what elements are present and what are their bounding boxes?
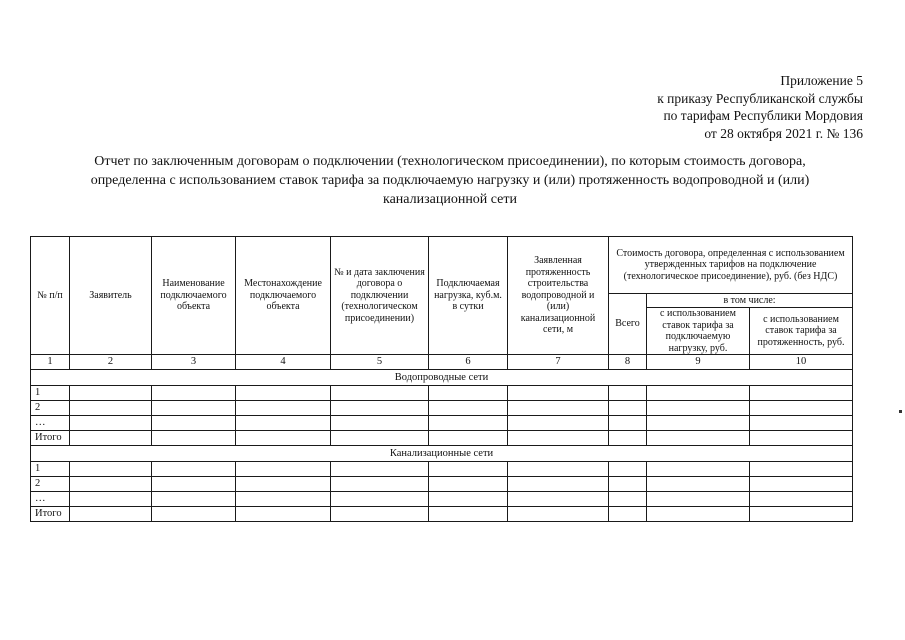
row-label: Итого	[31, 431, 70, 446]
appendix-line: от 28 октября 2021 г. № 136	[704, 125, 863, 141]
row-label: 1	[31, 462, 70, 477]
section-title-water: Водопроводные сети	[31, 370, 853, 386]
table-row	[31, 401, 853, 416]
section-header-row	[31, 370, 853, 386]
appendix-line: по тарифам Республики Мордовия	[663, 108, 863, 123]
table-row	[31, 477, 853, 492]
col-header-by-load: с использованием ставок тарифа за подключаемую нагрузку, руб.	[647, 308, 750, 355]
column-number: 2	[70, 355, 152, 370]
row-label: 2	[31, 401, 70, 416]
col-header-object-name: Наименование подключаемого объекта	[152, 237, 236, 355]
col-header-total: Всего	[609, 294, 647, 355]
appendix-block	[543, 72, 863, 142]
column-number: 7	[508, 355, 609, 370]
column-number: 5	[331, 355, 429, 370]
column-number: 1	[31, 355, 70, 370]
row-label: …	[31, 492, 70, 507]
column-number: 3	[152, 355, 236, 370]
table-row-total	[31, 507, 853, 522]
column-number: 6	[429, 355, 508, 370]
col-header-applicant: Заявитель	[70, 237, 152, 355]
col-header-load: Подключаемая нагрузка, куб.м. в сутки	[429, 237, 508, 355]
row-label: 2	[31, 477, 70, 492]
col-header-by-length: с использованием ставок тарифа за протяженность, руб.	[750, 308, 853, 355]
section-title-sewer: Канализационные сети	[31, 446, 853, 462]
title-line: Отчет по заключенным договорам о подключении (технологическом присоединении), по которым стоимость договора,	[94, 154, 806, 169]
column-numbers-row	[31, 355, 853, 370]
appendix-line: к приказу Республиканской службы	[657, 90, 863, 106]
title-line: определенна с использованием ставок тарифа за подключаемую нагрузку и (или) протяженность водопроводной и (или)	[90, 173, 810, 188]
column-number: 9	[647, 355, 750, 370]
row-label: 1	[31, 386, 70, 401]
col-header-num: № п/п	[31, 237, 70, 355]
col-header-location: Местонахождение подключаемого объекта	[236, 237, 331, 355]
report-table	[30, 236, 853, 522]
table-row	[31, 492, 853, 507]
col-header-cost-group: Стоимость договора, определенная с использованием утвержденных тарифов на подключение (технологическое присоединение), руб. (без НДС)	[609, 237, 853, 294]
title-line: канализационной сети	[382, 192, 518, 207]
column-number: 8	[609, 355, 647, 370]
report-title	[30, 152, 870, 209]
table-row	[31, 462, 853, 477]
column-number: 10	[750, 355, 853, 370]
section-header-row	[31, 446, 853, 462]
row-label: Итого	[31, 507, 70, 522]
scan-artifact	[899, 410, 902, 413]
col-header-contract: № и дата заключения договора о подключении (технологическом присоединении)	[331, 237, 429, 355]
table-row-total	[31, 431, 853, 446]
col-header-length: Заявленная протяженность строительства водопроводной и (или) канализационной сети, м	[508, 237, 609, 355]
appendix-line: Приложение 5	[780, 73, 863, 88]
table-row	[31, 416, 853, 431]
col-header-including: в том числе:	[647, 294, 853, 308]
column-number: 4	[236, 355, 331, 370]
row-label: …	[31, 416, 70, 431]
table-row	[31, 386, 853, 401]
